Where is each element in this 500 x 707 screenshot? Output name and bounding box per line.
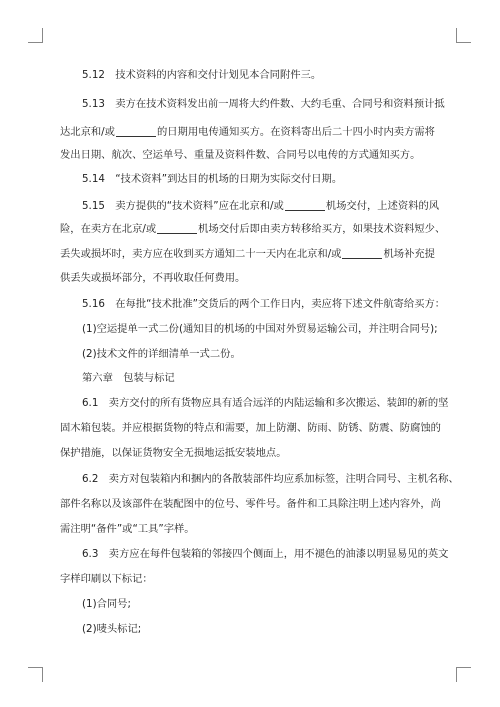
clause-6-1-line-3 bbox=[60, 446, 450, 460]
clause-6-2-line-1 bbox=[82, 472, 459, 486]
clause-5-15-line-1 bbox=[82, 199, 450, 213]
clause-5-16-item-1 bbox=[82, 322, 450, 336]
clause-5-14 bbox=[82, 172, 450, 186]
clause-5-13-line-1 bbox=[82, 97, 450, 111]
fill-blank bbox=[342, 248, 382, 259]
text: 供丢失或损坏部分，不再收取任何费用。 bbox=[60, 272, 246, 284]
text: 达北京和/或 bbox=[60, 126, 115, 138]
clause-6-3-line-1 bbox=[82, 547, 450, 561]
text: 需注明“备件”或“工具”字样。 bbox=[60, 523, 195, 535]
crop-mark-bottom-right bbox=[456, 667, 471, 682]
crop-mark-bottom-left bbox=[28, 667, 43, 682]
text: 机场补充提 bbox=[383, 248, 435, 260]
chapter-6-heading bbox=[82, 371, 450, 385]
clause-5-13-line-3 bbox=[60, 148, 450, 162]
text: 的日期用电传通知买方。在资料寄出后二十四小时内卖方需将 bbox=[156, 126, 435, 138]
clause-6-2-line-3 bbox=[60, 522, 450, 536]
text: 5.16 在每批“技术批准”交货后的两个工作日内，卖应将下述文件航寄给买方： bbox=[82, 298, 446, 310]
text: (1)合同号; bbox=[82, 598, 131, 610]
text: 机场交付后即由卖方转移给买方，如果技术资料短少、 bbox=[198, 223, 446, 235]
text: 5.13 卖方在技术资料发出前一周将大约件数、大约毛重、合同号和资料预计抵 bbox=[82, 98, 445, 110]
fill-blank bbox=[285, 200, 325, 211]
text: 部件名称以及该部件在装配图中的位号、零件号。备件和工具除注明上述内容外，尚 bbox=[60, 498, 441, 510]
text: (2)唛头标记; bbox=[82, 623, 142, 635]
clause-5-12 bbox=[82, 68, 450, 82]
text: 丢失或损坏时，卖方应在收到买方通知二十一天内在北京和/或 bbox=[60, 248, 342, 260]
text: 字样印刷以下标记： bbox=[60, 573, 153, 585]
text: 5.15 卖方提供的“技术资料”应在北京和/或 bbox=[82, 200, 284, 212]
clause-5-15-line-4 bbox=[60, 271, 450, 285]
clause-6-2-line-2 bbox=[60, 497, 450, 511]
crop-mark-top-right bbox=[456, 28, 471, 43]
clause-5-16 bbox=[82, 297, 450, 311]
text: 第六章 包装与标记 bbox=[82, 372, 175, 384]
clause-6-1-line-1 bbox=[82, 396, 450, 410]
fill-blank bbox=[157, 223, 197, 234]
clause-6-3-item-2 bbox=[82, 622, 450, 636]
text: 5.12 技术资料的内容和交付计划见本合同附件三。 bbox=[82, 69, 322, 81]
clause-5-15-line-2 bbox=[60, 222, 450, 236]
text: 险，在卖方在北京/或 bbox=[60, 223, 157, 235]
text: (2)技术文件的详细清单一式二份。 bbox=[82, 348, 241, 360]
clause-6-3-item-1 bbox=[82, 597, 450, 611]
text: 发出日期、航次、空运单号、重量及资料件数、合同号以电传的方式通知买方。 bbox=[60, 149, 421, 161]
clause-5-13-line-2 bbox=[60, 125, 450, 139]
text: (1)空运提单一式二份(通知目的机场的中国对外贸易运输公司，并注明合同号); bbox=[82, 323, 438, 335]
clause-6-3-line-2 bbox=[60, 572, 450, 586]
text: 6.2 卖方对包装箱内和捆内的各散装部件均应系加标签，注明合同号、主机名称、 bbox=[82, 473, 459, 485]
fill-blank bbox=[116, 126, 156, 137]
text: 6.3 卖方应在每件包装箱的邻接四个侧面上，用不褪色的油漆以明显易见的英文 bbox=[82, 548, 449, 560]
text: 固木箱包装。并应根据货物的特点和需要，加上防潮、防雨、防锈、防震、防腐蚀的 bbox=[60, 422, 441, 434]
crop-mark-top-left bbox=[28, 28, 43, 43]
text: 6.1 卖方交付的所有货物应具有适合远洋的内陆运输和多次搬运、装卸的新的坚 bbox=[82, 397, 449, 409]
clause-5-16-item-2 bbox=[82, 347, 450, 361]
text: 机场交付，上述资料的风 bbox=[325, 200, 440, 212]
clause-5-15-line-3 bbox=[60, 247, 450, 261]
clause-6-1-line-2 bbox=[60, 421, 450, 435]
text: 保护措施，以保证货物安全无损地运抵安装地点。 bbox=[60, 447, 287, 459]
text: 5.14 “技术资料”到达目的机场的日期为实际交付日期。 bbox=[82, 173, 343, 185]
